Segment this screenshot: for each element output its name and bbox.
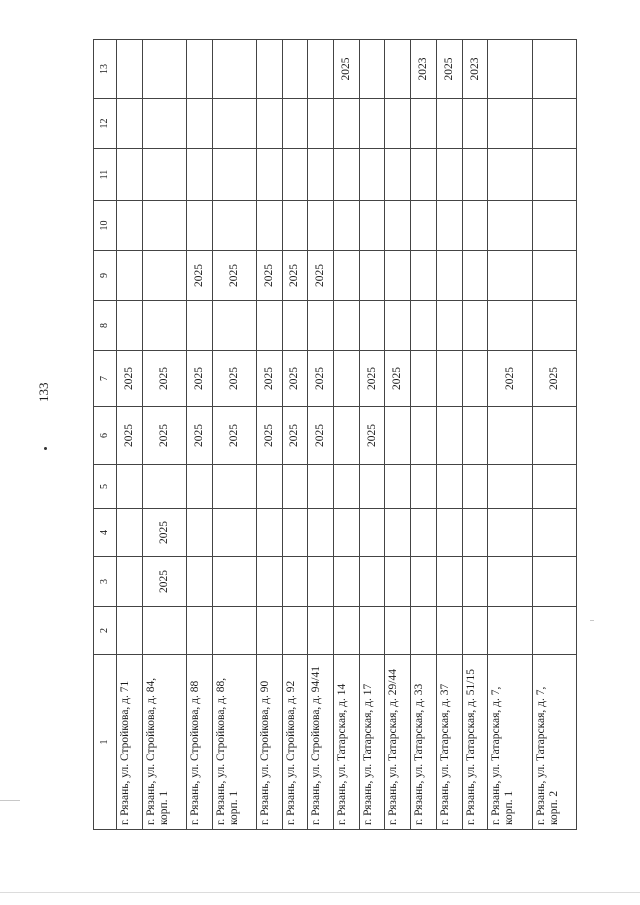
year-cell bbox=[334, 465, 360, 509]
year-cell bbox=[462, 301, 488, 351]
year-cell bbox=[436, 351, 462, 407]
year-cell bbox=[488, 40, 532, 99]
year-cell: 2025 bbox=[142, 509, 186, 557]
year-cell bbox=[308, 301, 334, 351]
year-cell bbox=[334, 407, 360, 465]
year-cell bbox=[334, 509, 360, 557]
year-cell bbox=[116, 201, 142, 251]
year-cell bbox=[116, 149, 142, 201]
year-cell bbox=[308, 607, 334, 655]
year-cell bbox=[256, 301, 282, 351]
address-cell: г. Рязань, ул. Стройкова, д. 84, корп. 1 bbox=[142, 655, 186, 830]
year-cell bbox=[462, 509, 488, 557]
table-row bbox=[462, 40, 488, 830]
year-cell bbox=[462, 149, 488, 201]
year-cell bbox=[282, 607, 308, 655]
year-cell bbox=[385, 40, 411, 99]
year-cell bbox=[116, 607, 142, 655]
year-cell bbox=[256, 557, 282, 607]
table-row bbox=[385, 40, 411, 830]
year-cell bbox=[488, 607, 532, 655]
year-cell bbox=[116, 40, 142, 99]
year-cell bbox=[116, 509, 142, 557]
year-cell bbox=[532, 40, 576, 99]
year-cell bbox=[488, 201, 532, 251]
year-cell bbox=[462, 407, 488, 465]
year-cell bbox=[186, 509, 212, 557]
year-cell bbox=[334, 201, 360, 251]
year-cell bbox=[116, 99, 142, 149]
year-cell bbox=[385, 201, 411, 251]
year-cell bbox=[411, 351, 437, 407]
year-cell bbox=[142, 149, 186, 201]
scan-dot bbox=[44, 447, 47, 450]
year-cell bbox=[436, 301, 462, 351]
year-cell bbox=[334, 149, 360, 201]
year-cell bbox=[532, 149, 576, 201]
header-cell: 5 bbox=[94, 465, 117, 509]
year-cell bbox=[488, 251, 532, 301]
year-cell bbox=[186, 607, 212, 655]
year-cell bbox=[462, 99, 488, 149]
year-cell bbox=[385, 149, 411, 201]
year-cell: 2025 bbox=[488, 351, 532, 407]
year-cell bbox=[212, 465, 256, 509]
address-cell: г. Рязань, ул. Татарская, д. 33 bbox=[411, 655, 437, 830]
year-cell bbox=[256, 607, 282, 655]
year-cell bbox=[142, 607, 186, 655]
header-cell: 7 bbox=[94, 351, 117, 407]
year-cell bbox=[436, 99, 462, 149]
year-cell bbox=[436, 149, 462, 201]
year-cell bbox=[186, 99, 212, 149]
year-cell bbox=[462, 251, 488, 301]
year-cell bbox=[282, 149, 308, 201]
year-cell bbox=[212, 301, 256, 351]
year-cell bbox=[116, 557, 142, 607]
year-cell bbox=[212, 509, 256, 557]
year-cell bbox=[436, 407, 462, 465]
year-cell: 2025 bbox=[256, 351, 282, 407]
year-cell: 2025 bbox=[212, 351, 256, 407]
year-cell bbox=[186, 40, 212, 99]
year-cell: 2025 bbox=[385, 351, 411, 407]
year-cell bbox=[411, 149, 437, 201]
year-cell bbox=[359, 149, 385, 201]
year-cell bbox=[532, 407, 576, 465]
year-cell: 2025 bbox=[308, 251, 334, 301]
table-row bbox=[359, 40, 385, 830]
year-cell bbox=[282, 40, 308, 99]
year-cell: 2025 bbox=[256, 251, 282, 301]
year-cell bbox=[186, 557, 212, 607]
year-cell bbox=[334, 351, 360, 407]
year-cell bbox=[488, 509, 532, 557]
year-cell bbox=[116, 465, 142, 509]
table-row bbox=[308, 40, 334, 830]
address-cell: г. Рязань, ул. Татарская, д. 51/15 bbox=[462, 655, 488, 830]
address-cell: г. Рязань, ул. Стройкова, д. 92 bbox=[282, 655, 308, 830]
year-cell: 2025 bbox=[282, 351, 308, 407]
year-cell bbox=[411, 251, 437, 301]
year-cell: 2025 bbox=[186, 351, 212, 407]
table-row bbox=[212, 40, 256, 830]
header-cell: 12 bbox=[94, 99, 117, 149]
year-cell bbox=[532, 99, 576, 149]
year-cell bbox=[186, 301, 212, 351]
year-cell: 2025 bbox=[142, 351, 186, 407]
year-cell bbox=[411, 201, 437, 251]
year-cell bbox=[212, 40, 256, 99]
table-row bbox=[334, 40, 360, 830]
year-cell: 2025 bbox=[308, 351, 334, 407]
address-cell: г. Рязань, ул. Татарская, д. 14 bbox=[334, 655, 360, 830]
year-cell bbox=[212, 149, 256, 201]
year-cell bbox=[282, 99, 308, 149]
year-cell bbox=[436, 201, 462, 251]
address-cell: г. Рязань, ул. Стройкова, д. 94/41 bbox=[308, 655, 334, 830]
year-cell bbox=[212, 607, 256, 655]
year-cell bbox=[359, 509, 385, 557]
address-cell: г. Рязань, ул. Татарская, д. 7, корп. 1 bbox=[488, 655, 532, 830]
year-cell bbox=[186, 201, 212, 251]
year-cell bbox=[308, 99, 334, 149]
year-cell bbox=[282, 557, 308, 607]
year-cell: 2025 bbox=[256, 407, 282, 465]
year-cell bbox=[488, 465, 532, 509]
year-cell bbox=[385, 251, 411, 301]
header-cell: 9 bbox=[94, 251, 117, 301]
table-row bbox=[436, 40, 462, 830]
year-cell bbox=[411, 557, 437, 607]
header-cell: 11 bbox=[94, 149, 117, 201]
year-cell bbox=[142, 99, 186, 149]
year-cell bbox=[186, 149, 212, 201]
year-cell bbox=[308, 557, 334, 607]
header-row bbox=[94, 40, 117, 830]
header-cell: 6 bbox=[94, 407, 117, 465]
header-cell: 2 bbox=[94, 607, 117, 655]
address-cell: г. Рязань, ул. Татарская, д. 17 bbox=[359, 655, 385, 830]
year-cell bbox=[385, 557, 411, 607]
page-number: 133 bbox=[36, 382, 51, 402]
address-cell: г. Рязань, ул. Татарская, д. 37 bbox=[436, 655, 462, 830]
year-cell bbox=[142, 465, 186, 509]
year-cell: 2025 bbox=[116, 351, 142, 407]
year-cell: 2025 bbox=[186, 251, 212, 301]
year-cell bbox=[256, 40, 282, 99]
address-cell: г. Рязань, ул. Татарская, д. 29/44 bbox=[385, 655, 411, 830]
address-cell: г. Рязань, ул. Татарская, д. 7, корп. 2 bbox=[532, 655, 576, 830]
address-cell: г. Рязань, ул. Стройкова, д. 90 bbox=[256, 655, 282, 830]
year-cell bbox=[532, 201, 576, 251]
header-cell: 10 bbox=[94, 201, 117, 251]
year-cell bbox=[142, 301, 186, 351]
table-row bbox=[186, 40, 212, 830]
year-cell bbox=[212, 201, 256, 251]
year-cell: 2025 bbox=[116, 407, 142, 465]
year-cell bbox=[212, 99, 256, 149]
year-cell bbox=[334, 99, 360, 149]
year-cell bbox=[436, 251, 462, 301]
year-cell bbox=[411, 607, 437, 655]
year-cell: 2025 bbox=[532, 351, 576, 407]
year-cell bbox=[488, 149, 532, 201]
year-cell: 2025 bbox=[142, 557, 186, 607]
year-cell: 2025 bbox=[359, 407, 385, 465]
year-cell: 2023 bbox=[462, 40, 488, 99]
year-cell bbox=[462, 201, 488, 251]
year-cell bbox=[532, 301, 576, 351]
table-row bbox=[282, 40, 308, 830]
year-cell bbox=[462, 465, 488, 509]
year-cell bbox=[116, 301, 142, 351]
year-cell bbox=[308, 149, 334, 201]
year-cell bbox=[532, 557, 576, 607]
year-cell bbox=[532, 251, 576, 301]
rotated-table-container bbox=[93, 40, 577, 830]
year-cell bbox=[256, 99, 282, 149]
year-cell bbox=[282, 201, 308, 251]
table-row bbox=[411, 40, 437, 830]
year-cell bbox=[308, 201, 334, 251]
year-cell bbox=[488, 301, 532, 351]
year-cell bbox=[116, 251, 142, 301]
year-cell bbox=[436, 465, 462, 509]
year-cell: 2025 bbox=[186, 407, 212, 465]
year-cell bbox=[282, 509, 308, 557]
year-cell bbox=[532, 465, 576, 509]
year-cell bbox=[334, 607, 360, 655]
header-cell: 3 bbox=[94, 557, 117, 607]
table-row bbox=[142, 40, 186, 830]
year-cell bbox=[308, 509, 334, 557]
year-cell: 2025 bbox=[334, 40, 360, 99]
year-cell bbox=[359, 201, 385, 251]
year-cell: 2025 bbox=[308, 407, 334, 465]
scan-edge bbox=[0, 892, 640, 893]
table-row bbox=[488, 40, 532, 830]
year-cell: 2025 bbox=[282, 407, 308, 465]
address-cell: г. Рязань, ул. Стройкова, д. 71 bbox=[116, 655, 142, 830]
year-cell bbox=[256, 509, 282, 557]
year-cell bbox=[359, 251, 385, 301]
year-cell: 2025 bbox=[212, 251, 256, 301]
scan-mark bbox=[0, 800, 20, 801]
year-cell bbox=[359, 40, 385, 99]
year-cell bbox=[359, 99, 385, 149]
year-cell bbox=[436, 557, 462, 607]
year-cell bbox=[334, 301, 360, 351]
year-cell bbox=[436, 509, 462, 557]
year-cell bbox=[359, 465, 385, 509]
year-cell bbox=[308, 40, 334, 99]
year-cell bbox=[385, 99, 411, 149]
year-cell: 2025 bbox=[142, 407, 186, 465]
year-cell bbox=[142, 40, 186, 99]
table-row bbox=[116, 40, 142, 830]
year-cell bbox=[282, 301, 308, 351]
year-cell bbox=[334, 251, 360, 301]
year-cell bbox=[385, 301, 411, 351]
year-cell: 2025 bbox=[282, 251, 308, 301]
year-cell bbox=[411, 99, 437, 149]
year-cell bbox=[359, 607, 385, 655]
year-cell bbox=[256, 201, 282, 251]
header-cell: 13 bbox=[94, 40, 117, 99]
year-cell bbox=[411, 301, 437, 351]
header-cell: 1 bbox=[94, 655, 117, 830]
year-cell bbox=[385, 465, 411, 509]
year-cell bbox=[488, 407, 532, 465]
scan-mark bbox=[590, 620, 594, 621]
year-cell: 2025 bbox=[436, 40, 462, 99]
year-cell bbox=[212, 557, 256, 607]
year-cell bbox=[142, 201, 186, 251]
year-cell: 2025 bbox=[359, 351, 385, 407]
year-cell bbox=[359, 557, 385, 607]
year-cell bbox=[385, 607, 411, 655]
table-row bbox=[256, 40, 282, 830]
year-cell bbox=[411, 465, 437, 509]
year-cell bbox=[282, 465, 308, 509]
year-cell bbox=[186, 465, 212, 509]
year-cell bbox=[334, 557, 360, 607]
header-cell: 8 bbox=[94, 301, 117, 351]
year-cell bbox=[256, 465, 282, 509]
year-cell bbox=[385, 407, 411, 465]
address-cell: г. Рязань, ул. Стройкова, д. 88 bbox=[186, 655, 212, 830]
schedule-table bbox=[93, 39, 577, 830]
year-cell bbox=[532, 607, 576, 655]
year-cell bbox=[411, 509, 437, 557]
year-cell bbox=[462, 351, 488, 407]
year-cell bbox=[462, 607, 488, 655]
address-cell: г. Рязань, ул. Стройкова, д. 88, корп. 1 bbox=[212, 655, 256, 830]
year-cell: 2025 bbox=[212, 407, 256, 465]
table-row bbox=[532, 40, 576, 830]
year-cell bbox=[532, 509, 576, 557]
year-cell bbox=[411, 407, 437, 465]
year-cell bbox=[462, 557, 488, 607]
year-cell bbox=[359, 301, 385, 351]
header-cell: 4 bbox=[94, 509, 117, 557]
year-cell bbox=[488, 99, 532, 149]
year-cell: 2023 bbox=[411, 40, 437, 99]
year-cell bbox=[488, 557, 532, 607]
year-cell bbox=[308, 465, 334, 509]
year-cell bbox=[142, 251, 186, 301]
year-cell bbox=[436, 607, 462, 655]
year-cell bbox=[256, 149, 282, 201]
year-cell bbox=[385, 509, 411, 557]
